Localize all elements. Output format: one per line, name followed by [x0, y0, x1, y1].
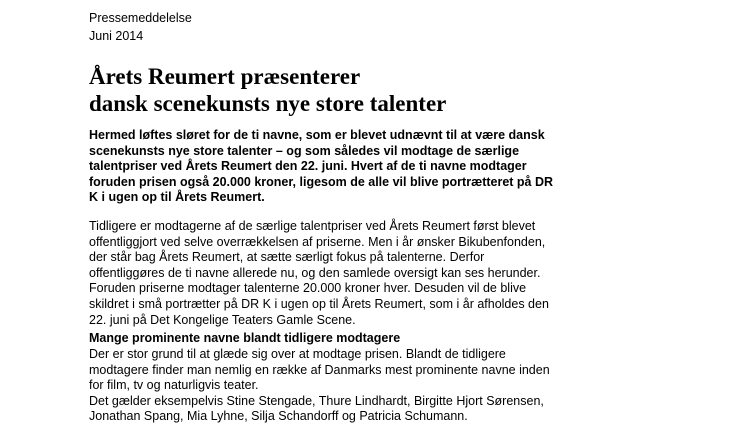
body-line: 22. juni på Det Kongelige Teaters Gamle Scene.: [89, 312, 356, 327]
lead-paragraph: [89, 128, 624, 206]
lead-line: scenekunsts nye store talenter – og som således vil modtage de særlige: [89, 143, 520, 158]
body-line: skildret i små portrætter på DR K i ugen op til Årets Reumert, som i år afholdes den: [89, 296, 549, 311]
body-line: for film, tv og naturligvis teater.: [89, 378, 259, 393]
body-line: modtagere finder man nemlig en række af Danmarks mest prominente navne inden: [89, 362, 550, 377]
body-paragraph-1: [89, 219, 624, 328]
body-line: Det gælder eksempelvis Stine Stengade, Thure Lindhardt, Birgitte Hjort Sørensen,: [89, 393, 544, 408]
body-line: Der er stor grund til at glæde sig over at modtage prisen. Blandt de tidligere: [89, 347, 506, 361]
document-type-label: Pressemeddelelse: [89, 11, 192, 25]
body-line: Foruden priserne modtager talenterne 20.000 kroner hver. Desuden vil de blive: [89, 281, 527, 296]
headline: [89, 63, 446, 117]
lead-line: foruden prisen også 20.000 kroner, ligesom de alle vil blive portrætteret på DR: [89, 174, 554, 189]
body-line: der står bag Årets Reumert, at sætte særligt fokus på talenterne. Derfor: [89, 250, 485, 265]
lead-line: Hermed løftes sløret for de ti navne, som er blevet udnævnt til at være dansk: [89, 128, 545, 142]
section-subheading: Mange prominente navne blandt tidligere modtagere: [89, 331, 401, 345]
body-line: Jonathan Spang, Mia Lyhne, Silja Schandorff og Patricia Schumann.: [89, 409, 468, 424]
body-line: offentliggøres de ti navne allerede nu, og den samlede oversigt kan ses herunder.: [89, 265, 541, 280]
lead-line: K i ugen op til Årets Reumert.: [89, 190, 265, 205]
body-paragraph-2: [89, 347, 624, 425]
body-line: offentliggjort ved selve overrækkelsen af priserne. Men i år ønsker Bikubenfonden,: [89, 234, 546, 249]
lead-line: talentpriser ved Årets Reumert den 22. juni. Hvert af de ti navne modtager: [89, 159, 527, 174]
headline-line: Årets Reumert præsenterer: [89, 64, 361, 89]
body-line: Tidligere er modtagerne af de særlige talentpriser ved Årets Reumert først blevet: [89, 219, 536, 233]
headline-line: dansk scenekunsts nye store talenter: [89, 91, 447, 116]
document-date: Juni 2014: [89, 29, 144, 43]
